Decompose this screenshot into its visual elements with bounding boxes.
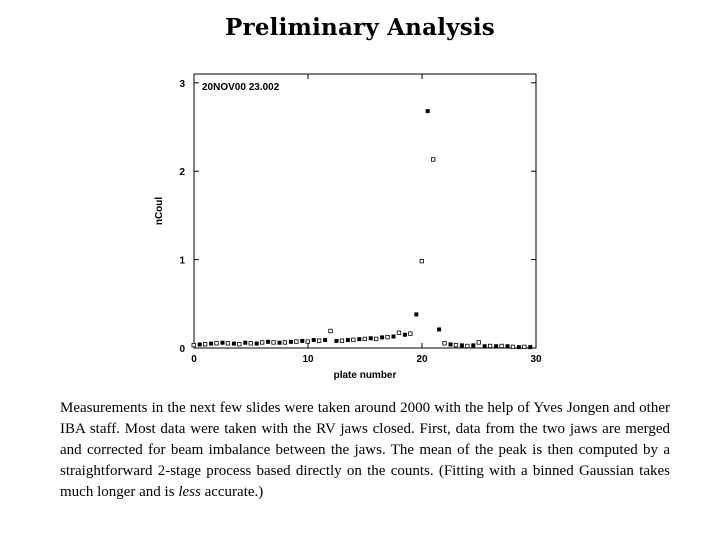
data-point-open: [409, 332, 413, 336]
data-point-filled: [346, 338, 350, 342]
data-point-filled: [255, 342, 259, 346]
data-point-open: [511, 345, 515, 349]
data-point-filled: [483, 344, 487, 348]
data-point-open: [454, 343, 458, 347]
axis-ticks: [179, 74, 542, 365]
data-point-open: [500, 344, 504, 348]
scatter-chart: [150, 62, 560, 392]
data-point-filled: [414, 312, 418, 316]
data-point-filled: [209, 342, 213, 346]
data-point-filled: [392, 335, 396, 339]
x-axis-label: plate number: [333, 370, 397, 381]
data-point-filled: [266, 340, 270, 344]
data-point-filled: [528, 345, 532, 349]
data-points: [192, 109, 532, 349]
data-point-open: [420, 259, 424, 263]
data-point-filled: [243, 341, 247, 345]
y-tick-label: 1: [179, 255, 185, 267]
data-point-filled: [198, 342, 202, 346]
x-tick-label: 20: [416, 354, 428, 365]
data-point-filled: [494, 344, 498, 348]
data-point-open: [272, 341, 276, 345]
data-point-open: [352, 338, 356, 342]
data-point-open: [306, 340, 310, 344]
data-point-open: [249, 342, 253, 346]
data-point-filled: [449, 342, 453, 346]
caption-text-end: accurate.): [200, 484, 264, 500]
data-point-open: [466, 344, 470, 348]
slide-title: Preliminary Analysis: [225, 14, 495, 41]
data-point-filled: [460, 343, 464, 347]
data-point-open: [340, 339, 344, 343]
data-point-open: [226, 342, 230, 346]
data-point-filled: [403, 333, 407, 337]
y-tick-label: 3: [179, 78, 185, 90]
x-tick-label: 30: [530, 354, 542, 365]
data-point-open: [295, 340, 299, 344]
y-tick-label: 2: [179, 167, 185, 179]
y-tick-label: 0: [179, 344, 185, 355]
y-axis-label: nCoul: [154, 196, 165, 226]
data-point-filled: [221, 341, 225, 345]
data-point-filled: [426, 109, 430, 113]
data-point-filled: [357, 337, 361, 341]
data-point-filled: [369, 336, 373, 340]
plot-frame: [194, 74, 536, 348]
x-tick-label: 10: [302, 354, 314, 365]
data-point-filled: [437, 327, 441, 331]
data-point-open: [431, 158, 435, 162]
data-point-open: [215, 342, 219, 346]
data-point-filled: [517, 345, 521, 349]
data-point-filled: [335, 339, 339, 343]
data-point-filled: [232, 342, 236, 346]
data-point-filled: [323, 338, 327, 342]
caption-text: Measurements in the next few slides were taken around 2000 with the help of Yves Jongen and other IBA staff. Most data were taken with the RV jaws closed. First, data from the two jaws are merged and corrected for beam imbalance between the jaws. The mean of the peak is then computed by a straightforward 2-stage process based directly on the counts. (Fitting with a binned Gaussian takes much longer and is: [60, 400, 670, 500]
data-point-filled: [471, 343, 475, 347]
data-point-open: [386, 335, 390, 339]
data-point-filled: [289, 340, 293, 344]
data-point-open: [238, 342, 242, 346]
data-point-open: [329, 329, 333, 333]
data-point-filled: [300, 339, 304, 343]
data-point-open: [260, 341, 264, 345]
data-point-filled: [312, 338, 316, 342]
caption-emphasis: less: [178, 484, 201, 500]
caption-paragraph: [60, 398, 670, 503]
data-point-open: [363, 337, 367, 341]
data-point-open: [374, 337, 378, 341]
data-point-open: [203, 342, 207, 346]
data-point-open: [443, 342, 447, 346]
data-point-open: [283, 341, 287, 345]
data-point-open: [192, 343, 196, 347]
data-point-filled: [278, 341, 282, 345]
x-tick-label: 0: [191, 354, 197, 365]
data-point-open: [523, 345, 527, 349]
data-point-open: [477, 341, 481, 345]
data-point-filled: [380, 335, 384, 339]
caption: [60, 398, 670, 503]
data-point-open: [317, 339, 321, 343]
data-point-filled: [506, 344, 510, 348]
chart-title: 20NOV00 23.002: [202, 82, 280, 93]
data-point-open: [397, 331, 401, 335]
data-point-open: [488, 344, 492, 348]
